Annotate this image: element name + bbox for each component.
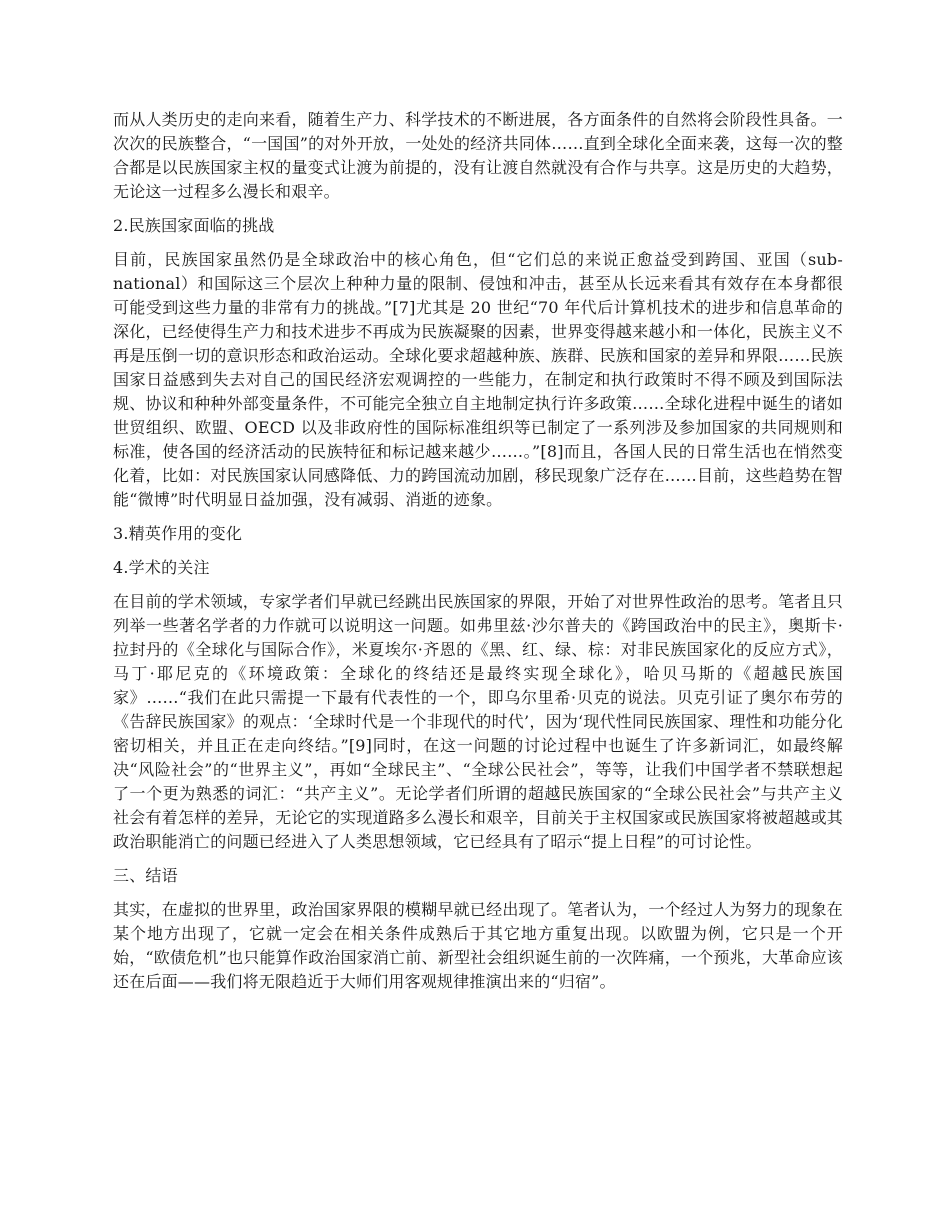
paragraph-challenges: 目前，民族国家虽然仍是全球政治中的核心角色，但“它们总的来说正愈益受到跨国、亚国（sub-national）和国际这三个层次上种种力量的限制、侵蚀和冲击，甚至从长远来看其有效存在本身都很可能受到这些力量的非常有力的挑战。”[7]尤其是 20 世纪“70 年代后计算机技术的进步和信息革命的深化，已经使得生产力和技术进步不再成为民族凝聚的因素，世界变得越来越小和一体化，民族主义不再是压倒一切的意识形态和政治运动。全球化要求超越种族、族群、民族和国家的差异和界限……民族国家日益感到失去对自己的国民经济宏观调控的一些能力，在制定和执行政策时不得不顾及到国际法规、协议和种种外部变量条件，不可能完全独立自主地制定执行许多政策……全球化进程中诞生的诸如世贸组织、欧盟、OECD 以及非政府性的国际标准组织等已制定了一系列涉及参加国家的共同规则和标准，使各国的经济活动的民族特征和标记越来越少……。”[8]而且，各国人民的日常生活也在悄然变化着，比如：对民族国家认同感降低、力的跨国流动加剧，移民现象广泛存在……目前，这些趋势在智能“微博”时代明显日益加强，没有减弱、消逝的迹象。 bbox=[113, 250, 843, 509]
paragraph-history-trend: 而从人类历史的走向来看，随着生产力、科学技术的不断进展，各方面条件的自然将会阶段性具备。一次次的民族整合，“一国国”的对外开放，一处处的经济共同体……直到全球化全面来袭，这每一次的整合都是以民族国家主权的量变式让渡为前提的，没有让渡自然就没有合作与共享。这是历史的大趋势，无论这一过程多么漫长和艰辛。 bbox=[113, 110, 843, 201]
section-heading-challenges: 2.民族国家面临的挑战 bbox=[113, 216, 275, 235]
paragraph-academic: 在目前的学术领域，专家学者们早就已经跳出民族国家的界限，开始了对世界性政治的思考。笔者且只列举一些著名学者的力作就可以说明这一问题。如弗里兹·沙尔普夫的《跨国政治中的民主》，奥斯卡·拉封丹的《全球化与国际合作》，米夏埃尔·齐恩的《黑、红、绿、棕：对非民族国家化的反应方式》，马丁·耶尼克的《环境政策：全球化的终结还是最终实现全球化》，哈贝马斯的《超越民族国家》……“我们在此只需提一下最有代表性的一个，即乌尔里希·贝克的说法。贝克引证了奥尔布劳的《告辞民族国家》的观点：‘全球时代是一个非现代的时代’，因为‘现代性同民族国家、理性和功能分化密切相关，并且正在走向终结。”[9]同时，在这一问题的讨论过程中也诞生了许多新词汇，如最终解决“风险社会”的“世界主义”，再如“全球民主”、“全球公民社会”，等等，让我们中国学者不禁联想起了一个更为熟悉的词汇：“共产主义”。无论学者们所谓的超越民族国家的“全球公民社会”与共产主义社会有着怎样的差异，无论它的实现道路多么漫长和艰辛，目前关于主权国家或民族国家将被超越或其政治职能消亡的问题已经进入了人类思想领域，它已经具有了昭示“提上日程”的可讨论性。 bbox=[113, 592, 843, 851]
section-heading-academic: 4.学术的关注 bbox=[113, 558, 210, 577]
section-heading-elites: 3.精英作用的变化 bbox=[113, 524, 243, 543]
document-body bbox=[113, 108, 843, 1004]
section-heading-conclusion: 三、结语 bbox=[113, 866, 178, 885]
paragraph-conclusion: 其实，在虚拟的世界里，政治国家界限的模糊早就已经出现了。笔者认为，一个经过人为努力的现象在某个地方出现了，它就一定会在相关条件成熟后于其它地方重复出现。以欧盟为例，它只是一个开始，“欧债危机”也只能算作政治国家消亡前、新型社会组织诞生前的一次阵痛，一个预兆，大革命应该还在后面——我们将无限趋近于大师们用客观规律推演出来的“归宿”。 bbox=[113, 900, 843, 991]
